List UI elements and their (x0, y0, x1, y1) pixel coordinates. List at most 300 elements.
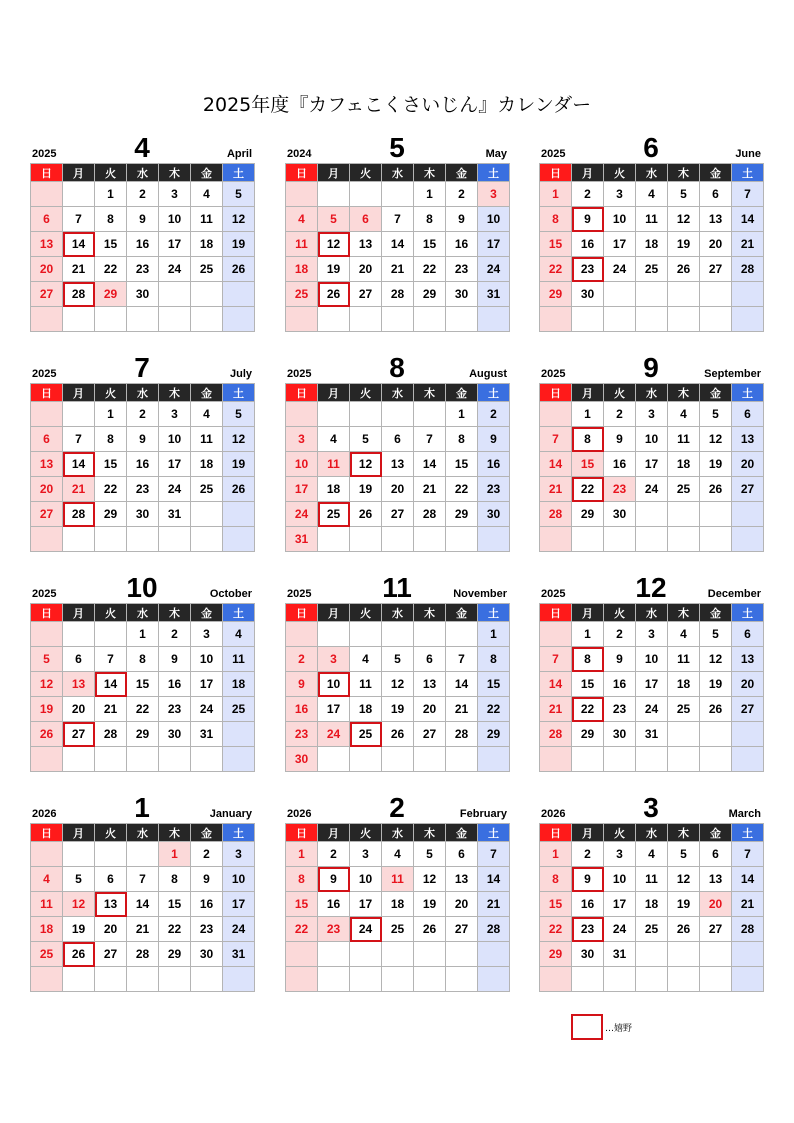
day-cell-marked: 14 (95, 672, 127, 697)
week-row (31, 747, 255, 772)
day-cell: 9 (127, 207, 159, 232)
month-header (30, 789, 254, 823)
month-table (285, 603, 510, 772)
day-cell: 24 (604, 257, 636, 282)
empty-cell (95, 622, 127, 647)
day-cell: 18 (382, 892, 414, 917)
day-cell: 27 (382, 502, 414, 527)
day-cell: 29 (159, 942, 191, 967)
empty-cell (159, 967, 191, 992)
day-cell: 22 (540, 257, 572, 282)
day-cell: 10 (636, 427, 668, 452)
weekday-header: 月 (63, 824, 95, 842)
week-row (31, 452, 255, 477)
day-cell: 18 (636, 232, 668, 257)
day-cell: 30 (572, 942, 604, 967)
week-row (286, 647, 510, 672)
empty-cell (286, 182, 318, 207)
day-cell: 11 (382, 867, 414, 892)
month-header (285, 349, 509, 383)
month-number: 4 (134, 132, 150, 163)
day-cell: 6 (700, 842, 732, 867)
day-cell: 8 (478, 647, 510, 672)
day-cell: 16 (318, 892, 350, 917)
day-cell: 5 (414, 842, 446, 867)
day-cell: 29 (478, 722, 510, 747)
day-cell: 31 (636, 722, 668, 747)
month-number: 8 (389, 352, 405, 383)
month-block-7 (30, 349, 254, 552)
day-cell: 29 (95, 502, 127, 527)
empty-cell (700, 722, 732, 747)
empty-cell (540, 527, 572, 552)
weekday-header: 水 (636, 164, 668, 182)
day-cell: 17 (636, 672, 668, 697)
empty-cell (191, 747, 223, 772)
weekday-header: 火 (350, 604, 382, 622)
empty-cell (732, 527, 764, 552)
weekday-header: 土 (478, 604, 510, 622)
empty-cell (478, 967, 510, 992)
day-cell: 30 (604, 722, 636, 747)
empty-cell (63, 402, 95, 427)
day-cell: 8 (286, 867, 318, 892)
day-cell: 24 (318, 722, 350, 747)
day-cell: 25 (668, 477, 700, 502)
empty-cell (732, 502, 764, 527)
weekday-header: 木 (159, 384, 191, 402)
weekday-header: 月 (63, 164, 95, 182)
empty-cell (540, 747, 572, 772)
day-cell: 14 (414, 452, 446, 477)
week-row (540, 722, 764, 747)
week-row (286, 697, 510, 722)
day-cell: 17 (223, 892, 255, 917)
week-row (286, 502, 510, 527)
day-cell: 1 (572, 402, 604, 427)
empty-cell (159, 747, 191, 772)
empty-cell (95, 307, 127, 332)
day-cell: 9 (604, 427, 636, 452)
day-cell-marked: 8 (572, 647, 604, 672)
day-cell-marked: 9 (572, 207, 604, 232)
month-year: 2026 (287, 808, 312, 820)
day-cell: 1 (540, 182, 572, 207)
weekday-header: 木 (159, 164, 191, 182)
day-cell: 15 (414, 232, 446, 257)
day-cell: 29 (540, 942, 572, 967)
empty-cell (63, 622, 95, 647)
month-block-6 (539, 129, 763, 332)
day-cell: 23 (191, 917, 223, 942)
empty-cell (700, 747, 732, 772)
day-cell: 27 (350, 282, 382, 307)
day-cell: 14 (732, 867, 764, 892)
month-name-en: June (735, 148, 761, 160)
empty-cell (700, 502, 732, 527)
day-cell: 22 (478, 697, 510, 722)
day-cell: 16 (286, 697, 318, 722)
month-year: 2025 (32, 368, 57, 380)
day-cell: 31 (191, 722, 223, 747)
empty-cell (318, 747, 350, 772)
week-row (540, 402, 764, 427)
month-year: 2025 (32, 148, 57, 160)
day-cell: 13 (63, 672, 95, 697)
weekday-header: 木 (159, 604, 191, 622)
week-row (540, 182, 764, 207)
day-cell: 26 (223, 257, 255, 282)
weekday-header: 木 (668, 824, 700, 842)
weekday-header: 日 (31, 384, 63, 402)
day-cell: 27 (700, 917, 732, 942)
day-cell: 24 (604, 917, 636, 942)
weekday-header-row (286, 164, 510, 182)
weekday-header: 火 (95, 164, 127, 182)
week-row (31, 282, 255, 307)
day-cell: 1 (540, 842, 572, 867)
day-cell: 19 (350, 477, 382, 502)
day-cell: 21 (446, 697, 478, 722)
day-cell: 21 (732, 892, 764, 917)
day-cell: 11 (191, 207, 223, 232)
day-cell: 15 (127, 672, 159, 697)
month-block-9 (539, 349, 763, 552)
empty-cell (700, 942, 732, 967)
day-cell: 1 (95, 182, 127, 207)
day-cell: 27 (31, 282, 63, 307)
week-row (286, 747, 510, 772)
month-number: 12 (635, 572, 667, 603)
day-cell: 24 (223, 917, 255, 942)
month-table (539, 823, 764, 992)
day-cell: 10 (604, 207, 636, 232)
weekday-header: 木 (159, 824, 191, 842)
weekday-header: 土 (732, 824, 764, 842)
week-row (31, 942, 255, 967)
day-cell: 12 (382, 672, 414, 697)
weekday-header: 火 (95, 384, 127, 402)
day-cell: 16 (191, 892, 223, 917)
day-cell: 6 (732, 402, 764, 427)
day-cell: 19 (668, 892, 700, 917)
day-cell: 25 (223, 697, 255, 722)
empty-cell (191, 282, 223, 307)
day-cell-marked: 25 (350, 722, 382, 747)
weekday-header: 日 (540, 604, 572, 622)
empty-cell (478, 527, 510, 552)
day-cell: 23 (286, 722, 318, 747)
day-cell: 28 (540, 502, 572, 527)
day-cell: 29 (127, 722, 159, 747)
weekday-header: 土 (223, 824, 255, 842)
weekday-header: 月 (318, 164, 350, 182)
day-cell: 4 (668, 622, 700, 647)
month-table (285, 823, 510, 992)
day-cell: 17 (604, 892, 636, 917)
week-row (540, 917, 764, 942)
day-cell: 15 (446, 452, 478, 477)
weekday-header: 金 (191, 384, 223, 402)
day-cell: 29 (446, 502, 478, 527)
month-block-2 (285, 789, 509, 992)
week-row (31, 232, 255, 257)
day-cell: 18 (668, 672, 700, 697)
day-cell: 20 (446, 892, 478, 917)
day-cell: 3 (159, 182, 191, 207)
day-cell: 19 (223, 452, 255, 477)
day-cell: 3 (636, 622, 668, 647)
weekday-header: 土 (732, 384, 764, 402)
day-cell: 21 (414, 477, 446, 502)
month-year: 2024 (287, 148, 312, 160)
week-row (540, 672, 764, 697)
empty-cell (478, 942, 510, 967)
week-row (31, 967, 255, 992)
day-cell: 2 (446, 182, 478, 207)
weekday-header: 土 (478, 164, 510, 182)
empty-cell (636, 967, 668, 992)
week-row (286, 207, 510, 232)
empty-cell (668, 942, 700, 967)
day-cell: 3 (223, 842, 255, 867)
day-cell: 19 (414, 892, 446, 917)
day-cell-marked: 23 (572, 917, 604, 942)
day-cell: 2 (478, 402, 510, 427)
day-cell: 3 (286, 427, 318, 452)
day-cell: 17 (191, 672, 223, 697)
day-cell: 25 (636, 257, 668, 282)
weekday-header: 木 (668, 604, 700, 622)
empty-cell (350, 182, 382, 207)
empty-cell (572, 747, 604, 772)
empty-cell (636, 307, 668, 332)
day-cell: 7 (63, 207, 95, 232)
empty-cell (63, 182, 95, 207)
week-row (31, 527, 255, 552)
month-header (285, 129, 509, 163)
day-cell: 12 (668, 867, 700, 892)
weekday-header: 日 (540, 164, 572, 182)
month-header (539, 129, 763, 163)
day-cell: 26 (700, 477, 732, 502)
empty-cell (700, 307, 732, 332)
day-cell: 4 (31, 867, 63, 892)
day-cell: 29 (572, 722, 604, 747)
month-number: 5 (389, 132, 405, 163)
day-cell: 10 (478, 207, 510, 232)
month-block-12 (539, 569, 763, 772)
day-cell: 19 (63, 917, 95, 942)
day-cell: 7 (127, 867, 159, 892)
day-cell: 20 (414, 697, 446, 722)
weekday-header: 土 (478, 824, 510, 842)
weekday-header: 火 (350, 384, 382, 402)
day-cell: 17 (159, 232, 191, 257)
weekday-header: 月 (572, 164, 604, 182)
day-cell: 20 (382, 477, 414, 502)
week-row (31, 842, 255, 867)
month-block-3 (539, 789, 763, 992)
week-row (31, 402, 255, 427)
empty-cell (191, 502, 223, 527)
day-cell: 11 (636, 207, 668, 232)
day-cell: 3 (350, 842, 382, 867)
day-cell: 26 (350, 502, 382, 527)
day-cell: 1 (286, 842, 318, 867)
day-cell: 20 (63, 697, 95, 722)
day-cell: 6 (446, 842, 478, 867)
day-cell: 17 (478, 232, 510, 257)
day-cell: 4 (286, 207, 318, 232)
day-cell: 21 (63, 477, 95, 502)
day-cell: 17 (350, 892, 382, 917)
empty-cell (63, 842, 95, 867)
day-cell: 16 (572, 892, 604, 917)
page-title: 2025年度『カフェこくさいじん』カレンダー (202, 94, 592, 116)
empty-cell (95, 747, 127, 772)
day-cell: 28 (127, 942, 159, 967)
empty-cell (540, 622, 572, 647)
day-cell: 11 (286, 232, 318, 257)
empty-cell (414, 967, 446, 992)
day-cell: 28 (446, 722, 478, 747)
weekday-header: 水 (127, 604, 159, 622)
month-table (539, 603, 764, 772)
day-cell: 22 (540, 917, 572, 942)
empty-cell (446, 967, 478, 992)
week-row (540, 747, 764, 772)
day-cell: 3 (604, 182, 636, 207)
weekday-header: 土 (732, 164, 764, 182)
day-cell: 28 (540, 722, 572, 747)
day-cell: 5 (223, 402, 255, 427)
week-row (286, 182, 510, 207)
day-cell: 6 (350, 207, 382, 232)
day-cell: 30 (159, 722, 191, 747)
day-cell: 13 (414, 672, 446, 697)
day-cell: 19 (700, 672, 732, 697)
day-cell: 18 (31, 917, 63, 942)
empty-cell (159, 307, 191, 332)
day-cell: 29 (572, 502, 604, 527)
week-row (540, 697, 764, 722)
empty-cell (700, 967, 732, 992)
day-cell: 20 (732, 452, 764, 477)
day-cell: 12 (700, 647, 732, 672)
weekday-header: 火 (350, 824, 382, 842)
day-cell: 20 (31, 477, 63, 502)
empty-cell (382, 307, 414, 332)
empty-cell (191, 527, 223, 552)
month-year: 2025 (287, 588, 312, 600)
empty-cell (382, 527, 414, 552)
weekday-header: 金 (700, 604, 732, 622)
day-cell: 10 (223, 867, 255, 892)
day-cell: 15 (159, 892, 191, 917)
day-cell: 9 (446, 207, 478, 232)
day-cell: 5 (382, 647, 414, 672)
empty-cell (668, 527, 700, 552)
day-cell: 27 (700, 257, 732, 282)
week-row (286, 942, 510, 967)
day-cell: 9 (159, 647, 191, 672)
month-table (30, 163, 255, 332)
empty-cell (668, 722, 700, 747)
day-cell: 11 (350, 672, 382, 697)
empty-cell (286, 402, 318, 427)
day-cell: 30 (127, 282, 159, 307)
empty-cell (31, 842, 63, 867)
day-cell: 18 (668, 452, 700, 477)
empty-cell (732, 967, 764, 992)
weekday-header: 月 (63, 604, 95, 622)
day-cell: 12 (414, 867, 446, 892)
month-year: 2025 (541, 588, 566, 600)
empty-cell (127, 967, 159, 992)
week-row (31, 307, 255, 332)
month-header (285, 789, 509, 823)
month-number: 2 (389, 792, 405, 823)
day-cell: 2 (604, 622, 636, 647)
week-row (286, 967, 510, 992)
day-cell: 22 (446, 477, 478, 502)
empty-cell (414, 402, 446, 427)
empty-cell (127, 842, 159, 867)
week-row (286, 672, 510, 697)
empty-cell (63, 747, 95, 772)
day-cell: 30 (286, 747, 318, 772)
weekday-header: 月 (572, 384, 604, 402)
week-row (540, 502, 764, 527)
empty-cell (223, 282, 255, 307)
day-cell: 3 (191, 622, 223, 647)
empty-cell (382, 942, 414, 967)
day-cell: 13 (732, 427, 764, 452)
day-cell: 25 (191, 257, 223, 282)
day-cell: 22 (414, 257, 446, 282)
empty-cell (350, 527, 382, 552)
weekday-header: 木 (414, 824, 446, 842)
day-cell: 31 (478, 282, 510, 307)
month-name-en: December (707, 588, 761, 600)
day-cell: 5 (318, 207, 350, 232)
weekday-header: 金 (191, 824, 223, 842)
weekday-header: 日 (31, 164, 63, 182)
day-cell: 14 (732, 207, 764, 232)
day-cell: 27 (446, 917, 478, 942)
empty-cell (478, 307, 510, 332)
empty-cell (446, 747, 478, 772)
day-cell: 20 (95, 917, 127, 942)
day-cell: 13 (700, 867, 732, 892)
day-cell: 2 (286, 647, 318, 672)
weekday-header-row (31, 824, 255, 842)
day-cell: 6 (95, 867, 127, 892)
month-name-en: October (209, 588, 252, 600)
empty-cell (668, 747, 700, 772)
day-cell: 23 (159, 697, 191, 722)
empty-cell (318, 942, 350, 967)
empty-cell (318, 967, 350, 992)
day-cell: 3 (159, 402, 191, 427)
day-cell: 10 (604, 867, 636, 892)
month-header (539, 349, 763, 383)
day-cell-marked: 27 (63, 722, 95, 747)
day-cell-marked: 8 (572, 427, 604, 452)
day-cell: 10 (636, 647, 668, 672)
day-cell: 14 (446, 672, 478, 697)
